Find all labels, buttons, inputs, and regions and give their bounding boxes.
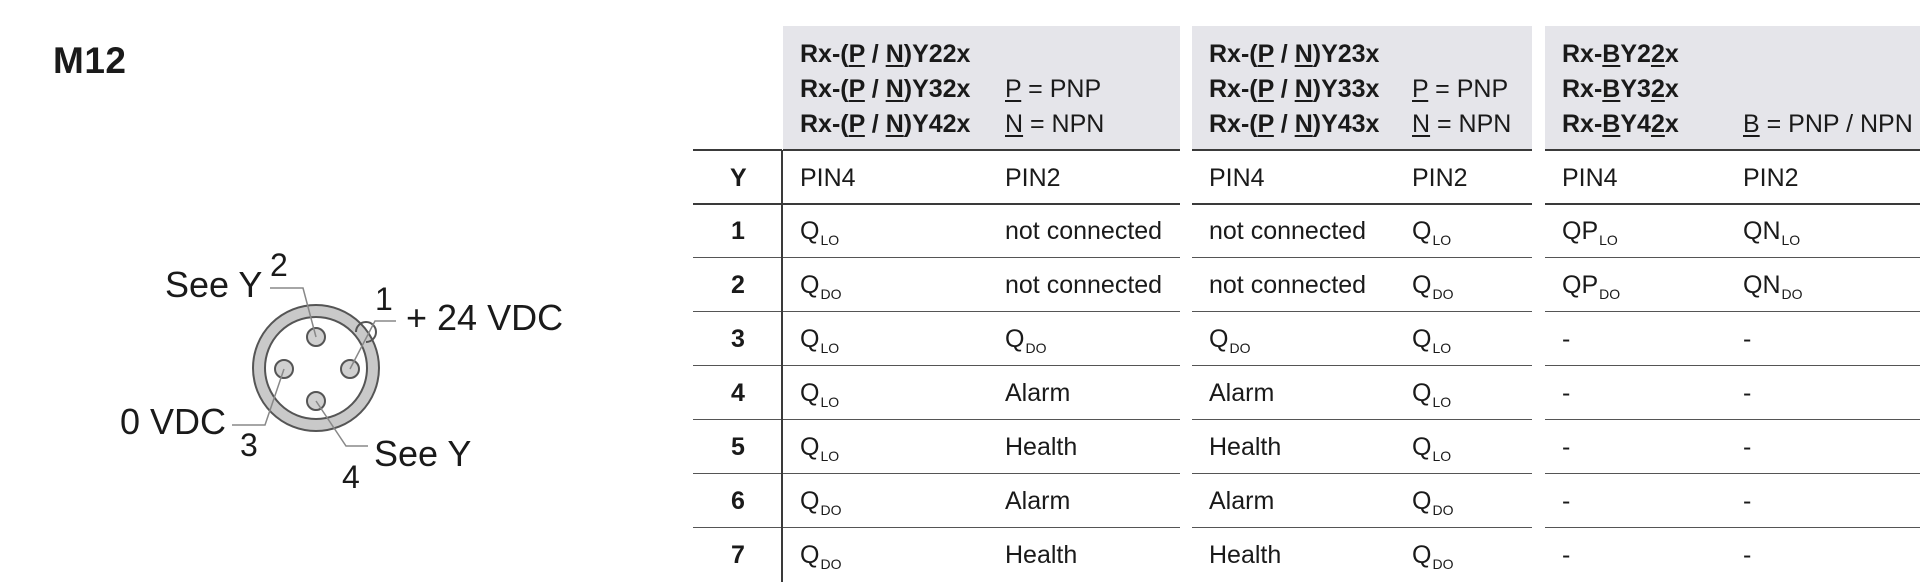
cell-subscript: LO <box>820 394 840 410</box>
cell-text: Q <box>800 541 820 569</box>
cell-subscript: LO <box>1432 232 1452 248</box>
row-divider <box>783 311 1180 312</box>
row-divider <box>1545 311 1920 312</box>
table-cell <box>1562 219 1618 247</box>
cell-subscript: DO <box>1599 286 1621 302</box>
model-code <box>1562 42 1679 67</box>
model-code-part: N <box>885 110 904 138</box>
model-code-part: Rx-( <box>800 40 849 68</box>
row-divider <box>1192 527 1532 528</box>
table-cell <box>1412 489 1453 517</box>
row-y-value: 2 <box>731 271 745 299</box>
table-cell <box>1412 327 1451 355</box>
legend-key: N <box>1412 110 1431 138</box>
table-cell <box>1562 543 1570 568</box>
model-code-part: Rx-( <box>1209 75 1258 103</box>
pin-header: PIN4 <box>1209 164 1265 192</box>
model-code-part: N <box>1294 40 1313 68</box>
table-cell <box>1562 327 1570 352</box>
cell-text: not connected <box>1209 271 1367 299</box>
model-code-part: / <box>1273 75 1295 103</box>
row-divider <box>1192 419 1532 420</box>
model-code <box>800 42 970 67</box>
table-cell <box>800 327 839 355</box>
legend-key: P <box>1005 75 1022 103</box>
model-code-part: Rx-( <box>1209 40 1258 68</box>
cell-text: not connected <box>1209 217 1367 245</box>
cell-text: Q <box>800 217 820 245</box>
model-code-part: / <box>1273 110 1295 138</box>
model-code-part: P <box>848 110 865 138</box>
table-cell <box>800 219 839 247</box>
row-divider <box>783 527 1180 528</box>
model-code-part: P <box>848 40 865 68</box>
model-code <box>1209 112 1379 137</box>
page-title: M12 <box>53 40 127 81</box>
pin-header: PIN2 <box>1005 164 1061 192</box>
cell-subscript: LO <box>820 448 840 464</box>
row-divider <box>693 311 782 312</box>
model-code-part: / <box>864 110 886 138</box>
cell-text: not connected <box>1005 217 1163 245</box>
legend-key: B <box>1743 110 1760 138</box>
row-divider <box>693 203 782 205</box>
legend-line <box>1743 112 1913 137</box>
pin-header: PIN4 <box>1562 164 1618 192</box>
model-code-part: Rx-( <box>800 75 849 103</box>
model-code-part: x <box>1664 75 1679 103</box>
model-code <box>1209 77 1379 102</box>
model-code-part: Y2 <box>1620 40 1651 68</box>
cell-subscript: LO <box>1599 232 1618 248</box>
model-code-part: N <box>885 75 904 103</box>
model-code-part: 2 <box>1650 40 1665 68</box>
cell-text: - <box>1743 433 1752 461</box>
cell-text: - <box>1562 487 1571 515</box>
model-code-part: Y4 <box>1620 110 1651 138</box>
cell-subscript: DO <box>1025 340 1047 356</box>
table-cell <box>1562 273 1620 301</box>
model-code-part: P <box>1257 40 1274 68</box>
cell-text: Q <box>800 487 820 515</box>
pin-2-number: 2 <box>270 247 288 283</box>
row-divider <box>1545 257 1920 258</box>
row-divider <box>1545 419 1920 420</box>
table-cell <box>1412 273 1453 301</box>
row-y-value: 5 <box>731 433 745 461</box>
table-cell <box>1743 489 1751 514</box>
cell-text: Q <box>800 325 820 353</box>
cell-text: - <box>1743 541 1752 569</box>
table-cell <box>1412 219 1451 247</box>
cell-subscript: LO <box>820 232 840 248</box>
legend-text: = PNP / NPN <box>1759 110 1913 138</box>
legend-line <box>1412 77 1508 102</box>
row-divider <box>1192 311 1532 312</box>
cell-subscript: DO <box>1432 502 1454 518</box>
pin-3-label: 0 VDC <box>120 401 227 442</box>
row-y-value: 1 <box>731 217 745 245</box>
table-cell <box>1743 327 1751 352</box>
table-cell <box>1209 273 1366 298</box>
cell-text: - <box>1562 379 1571 407</box>
row-divider <box>783 365 1180 366</box>
cell-text: Q <box>800 271 820 299</box>
row-divider <box>1192 203 1532 205</box>
cell-text: not connected <box>1005 271 1163 299</box>
model-code-part: B <box>1602 110 1621 138</box>
legend-line <box>1005 112 1104 137</box>
model-code <box>1562 77 1679 102</box>
table-cell <box>1562 489 1570 514</box>
table-cell <box>1005 273 1162 298</box>
model-code-part: / <box>864 75 886 103</box>
table-cell <box>1005 489 1070 514</box>
pin-4-number: 4 <box>342 459 360 495</box>
legend-key: P <box>1412 75 1429 103</box>
model-code-part: )Y23x <box>1312 40 1380 68</box>
table-cell <box>1743 381 1751 406</box>
table-cell <box>1743 543 1751 568</box>
cell-text: - <box>1743 487 1752 515</box>
cell-text: Q <box>1412 271 1432 299</box>
model-code-part: x <box>1664 110 1679 138</box>
cell-text: Q <box>1412 487 1432 515</box>
cell-text: Alarm <box>1209 487 1275 515</box>
model-code-part: x <box>1664 40 1679 68</box>
model-code-part: B <box>1602 40 1621 68</box>
model-code-part: Y3 <box>1620 75 1651 103</box>
table-cell <box>1005 219 1162 244</box>
legend-text: = NPN <box>1430 110 1512 138</box>
table-cell <box>800 489 841 517</box>
cell-text: Health <box>1005 541 1078 569</box>
table-cell <box>1005 381 1070 406</box>
model-code-part: Rx- <box>1562 40 1603 68</box>
cell-subscript: LO <box>1781 232 1801 248</box>
cell-subscript: DO <box>1432 286 1454 302</box>
cell-text: - <box>1743 379 1752 407</box>
pin-header: PIN4 <box>800 164 856 192</box>
cell-text: Q <box>1412 379 1432 407</box>
model-code-part: N <box>1294 110 1313 138</box>
row-divider <box>693 527 782 528</box>
cell-text: Q <box>1412 325 1432 353</box>
row-divider <box>783 473 1180 474</box>
cell-subscript: LO <box>820 340 840 356</box>
model-code-part: Rx- <box>1562 110 1603 138</box>
row-divider <box>1192 365 1532 366</box>
cell-text: Alarm <box>1209 379 1275 407</box>
header-divider <box>1192 149 1532 151</box>
table-cell <box>1005 327 1046 355</box>
table-cell <box>800 273 841 301</box>
model-code <box>800 77 970 102</box>
cell-text: Q <box>1412 541 1432 569</box>
legend-line <box>1412 112 1511 137</box>
cell-text: QP <box>1562 217 1599 245</box>
table-cell <box>1209 543 1281 568</box>
cell-text: Q <box>1209 325 1229 353</box>
table-cell <box>800 381 839 409</box>
cell-text: - <box>1743 325 1752 353</box>
row-divider <box>1192 473 1532 474</box>
table-cell <box>800 543 841 571</box>
pin-1-label: + 24 VDC <box>406 297 564 338</box>
cell-subscript: LO <box>1432 448 1452 464</box>
cell-text: Alarm <box>1005 379 1071 407</box>
row-y-value: 7 <box>731 541 745 569</box>
cell-text: QP <box>1562 271 1599 299</box>
cell-text: - <box>1562 433 1571 461</box>
cell-subscript: DO <box>1229 340 1251 356</box>
model-code <box>800 112 970 137</box>
table-cell <box>1562 381 1570 406</box>
model-code-part: P <box>848 75 865 103</box>
table-cell <box>1209 489 1274 514</box>
model-code-part: Rx- <box>1562 75 1603 103</box>
table-cell <box>1209 219 1366 244</box>
table-cell <box>1743 273 1803 301</box>
table-cell <box>1209 435 1281 460</box>
row-divider <box>783 203 1180 205</box>
model-code-part: )Y42x <box>903 110 971 138</box>
cell-subscript: LO <box>1432 394 1452 410</box>
y-column-divider <box>781 150 783 582</box>
row-divider <box>1545 203 1920 205</box>
cell-text: Health <box>1005 433 1078 461</box>
model-code-part: N <box>885 40 904 68</box>
table-cell <box>1743 435 1751 460</box>
legend-text: = PNP <box>1428 75 1509 103</box>
table-cell <box>1209 327 1250 355</box>
table-cell <box>800 435 839 463</box>
pin-1-number: 1 <box>375 281 393 317</box>
row-divider <box>693 257 782 258</box>
row-divider <box>1545 527 1920 528</box>
model-code-part: 2 <box>1650 110 1665 138</box>
model-code-part: P <box>1257 110 1274 138</box>
model-code-part: )Y22x <box>903 40 971 68</box>
cell-subscript: DO <box>1432 556 1454 572</box>
header-divider <box>783 149 1180 151</box>
table-cell <box>1743 219 1800 247</box>
header-divider <box>693 149 782 151</box>
row-divider <box>1192 257 1532 258</box>
model-code-part: Rx-( <box>1209 110 1258 138</box>
table-cell <box>1209 381 1274 406</box>
cell-text: Q <box>1005 325 1025 353</box>
cell-subscript: DO <box>820 502 842 518</box>
row-divider <box>693 365 782 366</box>
legend-line <box>1005 77 1101 102</box>
y-column-header: Y <box>730 164 747 192</box>
cell-text: Q <box>1412 433 1432 461</box>
cell-text: Alarm <box>1005 487 1071 515</box>
table-cell <box>1412 381 1451 409</box>
model-code-part: )Y32x <box>903 75 971 103</box>
cell-subscript: DO <box>820 556 842 572</box>
row-divider <box>783 257 1180 258</box>
cell-text: QN <box>1743 271 1781 299</box>
row-divider <box>693 419 782 420</box>
cell-subscript: LO <box>1432 340 1452 356</box>
model-code-part: / <box>864 40 886 68</box>
cell-text: QN <box>1743 217 1781 245</box>
pin-header: PIN2 <box>1412 164 1468 192</box>
table-cell <box>1412 543 1453 571</box>
cell-text: Q <box>800 379 820 407</box>
model-code-part: B <box>1602 75 1621 103</box>
model-code-part: N <box>1294 75 1313 103</box>
model-code-part: )Y43x <box>1312 110 1380 138</box>
model-code-part: )Y33x <box>1312 75 1380 103</box>
cell-text: Health <box>1209 541 1282 569</box>
cell-text: Q <box>800 433 820 461</box>
pin-4-label: See Y <box>374 433 472 474</box>
row-y-value: 4 <box>731 379 745 407</box>
legend-text: = NPN <box>1023 110 1105 138</box>
table-cell <box>1005 543 1077 568</box>
cell-text: Q <box>1412 217 1432 245</box>
header-divider <box>1545 149 1920 151</box>
row-y-value: 6 <box>731 487 745 515</box>
cell-text: - <box>1562 325 1571 353</box>
cell-subscript: DO <box>1781 286 1803 302</box>
legend-key: N <box>1005 110 1024 138</box>
row-y-value: 3 <box>731 325 745 353</box>
model-code <box>1209 42 1379 67</box>
row-divider <box>783 419 1180 420</box>
table-cell <box>1412 435 1451 463</box>
model-code <box>1562 112 1679 137</box>
row-divider <box>1545 365 1920 366</box>
pin-2-label: See Y <box>165 264 263 305</box>
table-cell <box>1562 435 1570 460</box>
cell-subscript: DO <box>820 286 842 302</box>
model-code-part: Rx-( <box>800 110 849 138</box>
row-divider <box>693 473 782 474</box>
model-code-part: P <box>1257 75 1274 103</box>
cell-text: Health <box>1209 433 1282 461</box>
model-code-part: / <box>1273 40 1295 68</box>
row-divider <box>1545 473 1920 474</box>
table-cell <box>1005 435 1077 460</box>
pin-header: PIN2 <box>1743 164 1799 192</box>
model-code-part: 2 <box>1650 75 1665 103</box>
legend-text: = PNP <box>1021 75 1102 103</box>
cell-text: - <box>1562 541 1571 569</box>
pin-3-number: 3 <box>240 427 258 463</box>
